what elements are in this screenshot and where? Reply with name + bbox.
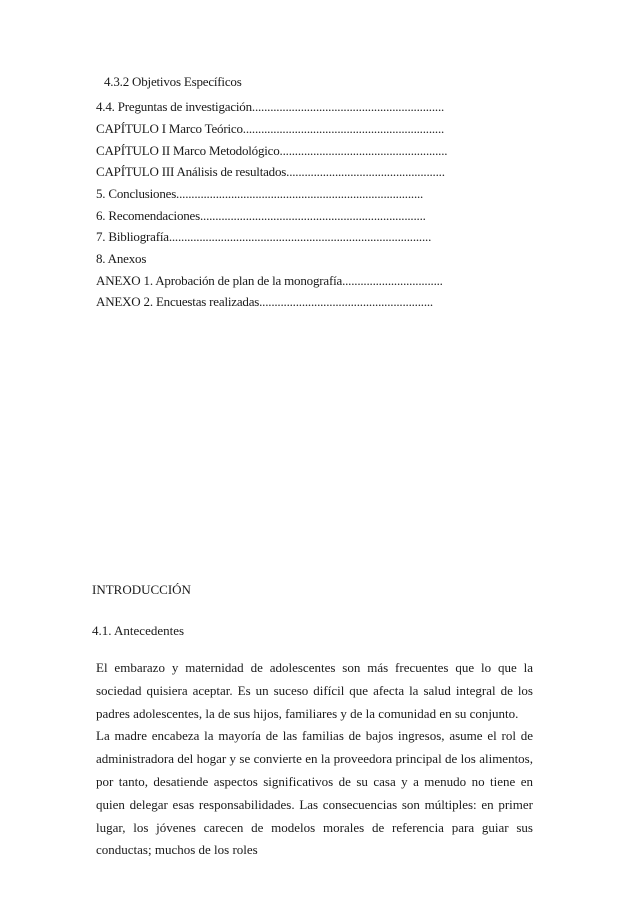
subsection-title: 4.1. Antecedentes: [92, 623, 185, 638]
paragraph-2: La madre encabeza la mayoría de las familias de bajos ingresos, asume el rol de administradora del hogar y se convierte en la proveedora principal de los alimentos, por tanto, desatiende aspectos significativos de su casa y a menudo no tiene en quien delegar esas responsabilidades. Las consecuencias son múltiples: en primer lugar, los jóvenes carecen de modelos morales de referencia para guiar sus conductas; muchos de los roles: [96, 728, 533, 858]
toc-item-capitulo-3: CAPÍTULO III Análisis de resultados....................................................: [96, 164, 445, 179]
toc-item-anexo-2: ANEXO 2. Encuestas realizadas.........................................................: [96, 294, 433, 309]
toc-item-capitulo-2: CAPÍTULO II Marco Metodológico.......................................................: [96, 143, 448, 158]
toc-item-bibliografia: 7. Bibliografía......................................................................................: [96, 229, 432, 244]
toc-item-anexo-1: ANEXO 1. Aprobación de plan de la monografía.................................: [96, 273, 443, 288]
paragraph-1: El embarazo y maternidad de adolescentes son más frecuentes que lo que la sociedad quisiera aceptar. Es un suceso difícil que afecta la salud integral de los padres adolescentes, la de sus hijos, familiares y de la comunidad en su conjunto.: [96, 660, 533, 721]
toc-item-objetivos-especificos: 4.3.2 Objetivos Específicos: [104, 74, 242, 89]
toc-item-conclusiones: 5. Conclusiones.................................................................................: [96, 186, 424, 201]
toc-item-capitulo-1: CAPÍTULO I Marco Teórico..................................................................: [96, 121, 445, 136]
section-title: INTRODUCCIÓN: [92, 582, 191, 597]
toc-item-anexos: 8. Anexos: [96, 251, 147, 266]
body-text: [96, 657, 533, 862]
toc-item-preguntas-investigacion: 4.4. Preguntas de investigación...............................................................: [96, 99, 445, 114]
toc-item-recomendaciones: 6. Recomendaciones..........................................................................: [96, 208, 426, 223]
